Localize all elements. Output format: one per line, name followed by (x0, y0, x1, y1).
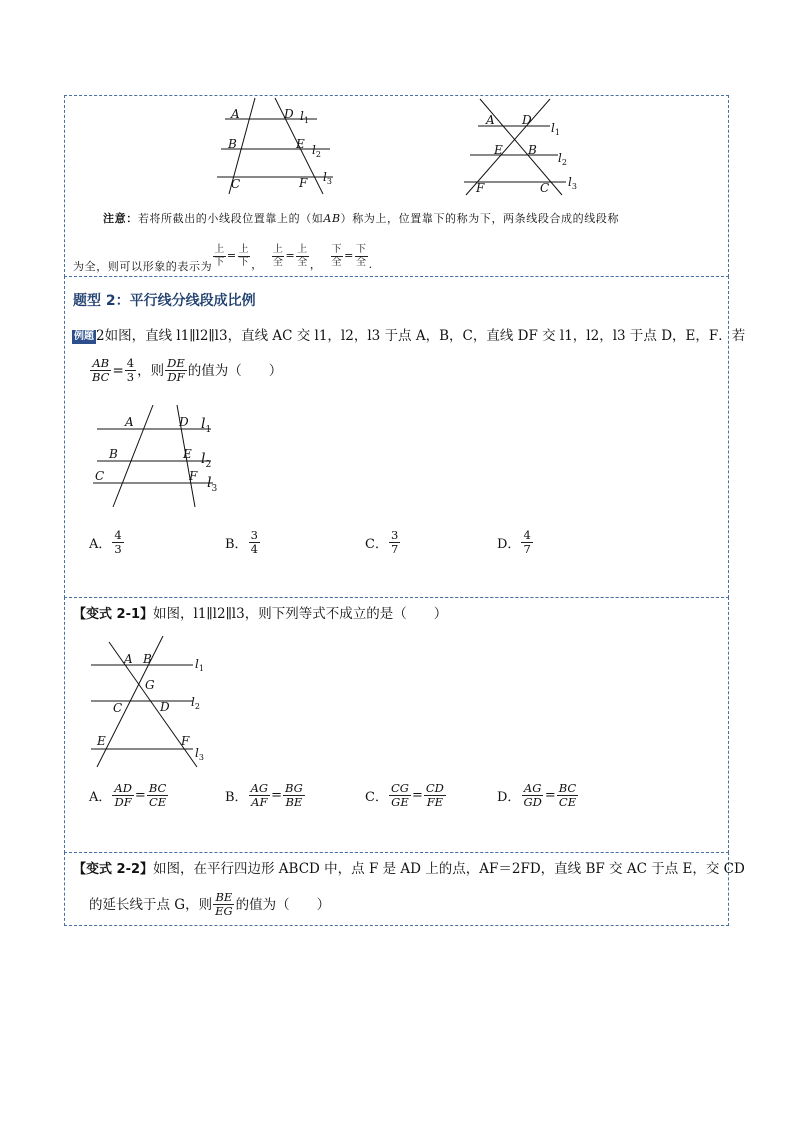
eq-sign: = (112, 362, 124, 379)
v1-label-F: F (181, 734, 190, 748)
note-section (64, 95, 729, 277)
example-stem-3: 的值为（ ） (187, 362, 283, 379)
fig2-label-A: A (486, 113, 495, 127)
variant-2-1-stem (73, 604, 447, 625)
fraction-ab-bc: $\frac{AB}{BC}$ (92, 356, 110, 384)
fraction-4-3: $\frac{4}{3}$ (126, 356, 135, 384)
ex-label-l1: $l_1$ (201, 416, 212, 435)
note-text-2: ）称为上，位置靠下的称为下，两条线段合成的线段称 (340, 212, 620, 225)
variant-2-2-section (64, 852, 745, 926)
fig1-label-E: E (296, 137, 305, 151)
ex-label-l3: $l_3$ (207, 475, 218, 494)
variant-2-1-option-a[interactable]: A． $\frac{AD}{DF}$ = $\frac{BC}{CE}$ (89, 781, 167, 809)
example-option-c[interactable]: C． $\frac{3}{7}$ (365, 528, 399, 556)
v1-label-E: E (97, 734, 106, 748)
fraction-de-df: $\frac{DE}{DF}$ (167, 356, 185, 384)
note-label: 注意： (103, 212, 138, 225)
v1-label-G: G (145, 678, 155, 692)
fraction-xia-quan-2: $\frac{\text{下}}{\text{全}}$ (355, 243, 367, 268)
example-section (64, 276, 746, 598)
example-option-d[interactable]: D． $\frac{4}{7}$ (497, 528, 531, 556)
fig2-label-l2: $l_2$ (558, 151, 567, 167)
fig1-label-A: A (231, 107, 240, 121)
v1-label-l2: $l_2$ (191, 695, 200, 711)
ex-label-E: E (183, 447, 192, 461)
ex-label-C: C (95, 469, 105, 483)
v1-label-l1: $l_1$ (195, 657, 204, 673)
variant-2-1-option-b[interactable]: B． $\frac{AG}{AF}$ = $\frac{BG}{BE}$ (225, 781, 303, 809)
figure-2 (458, 96, 588, 198)
example-number: 2 (96, 328, 105, 344)
fig2-label-E: E (494, 143, 503, 157)
period: . (368, 258, 373, 271)
example-option-a[interactable]: A． $\frac{4}{3}$ (89, 528, 122, 556)
v1-label-B: B (143, 652, 152, 666)
fraction-shang-xia-2: $\frac{\text{上}}{\text{下}}$ (238, 243, 250, 268)
fraction-shang-quan-2: $\frac{\text{上}}{\text{全}}$ (297, 243, 308, 268)
v1-label-l3: $l_3$ (195, 746, 204, 762)
variant-2-1-tag: 【变式 2-1】 (73, 607, 154, 622)
fig1-label-l1: $l_1$ (300, 109, 309, 125)
variant-2-1-section (64, 597, 729, 853)
variant-2-2-text-1: 如图，在平行四边形 ABCD 中，点 F 是 AD 上的点，AF＝2FD，直线 BF 交 AC 于点 E，交 CD (153, 861, 745, 877)
variant-2-1-option-c[interactable]: C． $\frac{CG}{GE}$ = $\frac{CD}{FE}$ (365, 781, 444, 809)
v1-label-A: A (124, 652, 133, 666)
fig2-label-F: F (476, 181, 485, 195)
eq-sign: = (285, 249, 296, 262)
separator: ， (251, 258, 263, 271)
ex-label-B: B (109, 447, 118, 461)
eq-sign: = (226, 249, 237, 262)
note-line-1 (103, 210, 723, 228)
variant-2-2-text-2: 的延长线于点 G，则 (89, 896, 213, 913)
example-stem-line-2 (89, 357, 282, 384)
variant-2-2-stem-line-2 (89, 891, 330, 918)
eq-sign: = (344, 249, 354, 262)
fig2-label-D: D (522, 113, 532, 127)
example-badge: 例题 (74, 331, 94, 342)
figure-1 (215, 96, 345, 196)
fraction-be-eg: $\frac{BE}{EG}$ (215, 890, 233, 918)
fig1-label-B: B (228, 137, 237, 151)
example-stem-line-1 (72, 326, 745, 346)
variant-2-2-stem-line-1 (73, 859, 745, 880)
example-option-b[interactable]: B． $\frac{3}{4}$ (225, 528, 258, 556)
fraction-xia-quan: $\frac{\text{下}}{\text{全}}$ (331, 243, 343, 268)
variant-2-1-text: 如图，l1∥l2∥l3，则下列等式不成立的是（ ） (153, 606, 448, 622)
example-stem-1: 如图，直线 l1∥l2∥l3，直线 AC 交 l1，l2，l3 于点 A，B，C，直线 DF 交 l1，l2，l3 于点 D，E，F．若 (104, 328, 746, 344)
fig1-label-C: C (231, 177, 241, 191)
figure-variant-2-1 (89, 634, 219, 770)
separator: ， (309, 258, 322, 271)
ex-label-D: D (179, 415, 189, 429)
fig1-label-F: F (299, 176, 308, 190)
v1-label-C: C (113, 701, 123, 715)
fig1-label-D: D (284, 107, 294, 121)
fig1-label-l2: $l_2$ (312, 143, 321, 159)
example-stem-2: ，则 (137, 362, 165, 379)
note-line-2 (73, 236, 373, 276)
ex-label-A: A (125, 415, 134, 429)
variant-2-2-text-3: 的值为（ ） (235, 896, 331, 913)
variant-2-1-option-d[interactable]: D． $\frac{AG}{GD}$ = $\frac{BC}{CE}$ (497, 781, 577, 809)
fig2-label-l1: $l_1$ (551, 121, 560, 137)
fraction-shang-xia: $\frac{\text{上}}{\text{下}}$ (214, 243, 225, 268)
note-ab: AB (323, 212, 341, 225)
section-title: 题型 2：平行线分线段成比例 (73, 293, 256, 309)
variant-2-2-tag: 【变式 2-2】 (73, 862, 154, 877)
note-text-1: 若将所截出的小线段位置靠上的（如 (137, 212, 324, 225)
fig2-label-B: B (528, 143, 537, 157)
fig2-label-l3: $l_3$ (568, 175, 577, 191)
fraction-shang-quan: $\frac{\text{上}}{\text{全}}$ (272, 243, 284, 268)
ex-label-l2: $l_2$ (201, 451, 212, 470)
v1-label-D: D (160, 700, 170, 714)
ex-label-F: F (189, 469, 198, 483)
fig2-label-C: C (540, 181, 550, 195)
figure-example (91, 401, 251, 513)
fig1-label-l3: $l_3$ (323, 170, 332, 186)
note-text-3: 为全，则可以形象的表示为 (73, 260, 213, 273)
